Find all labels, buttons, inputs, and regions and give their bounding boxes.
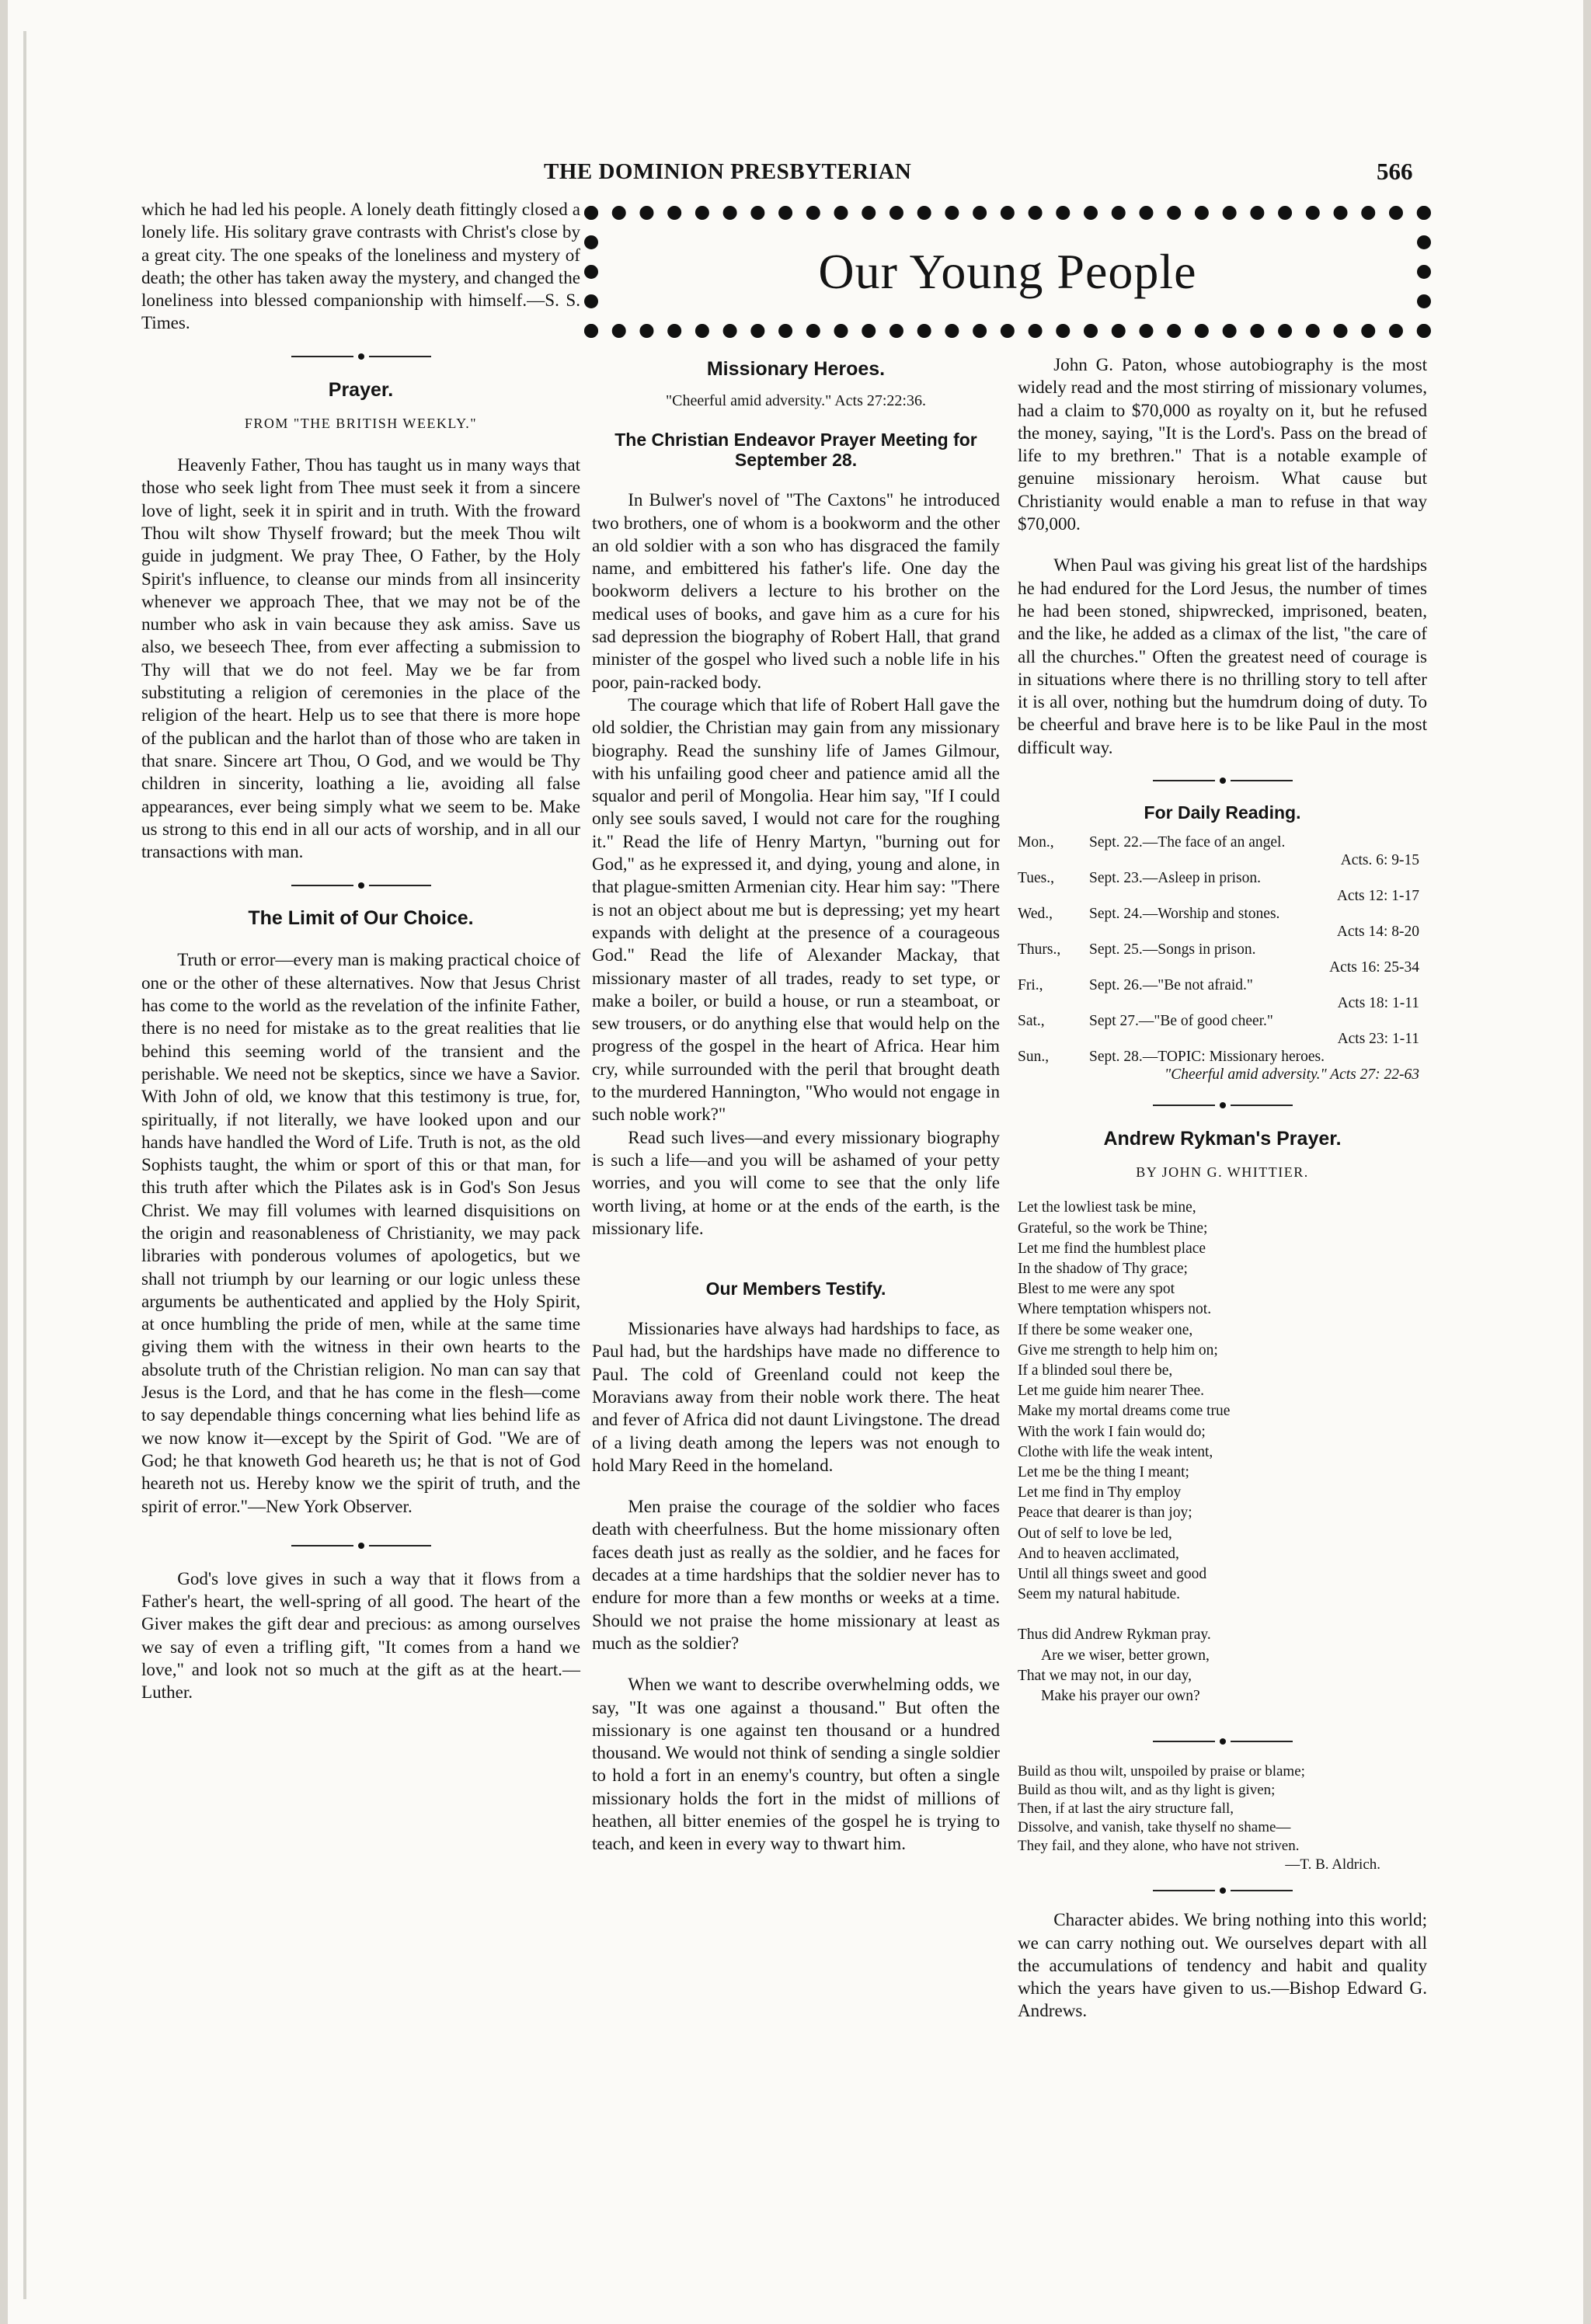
poem-line: Give me strength to help him on; (1018, 1341, 1218, 1359)
poem-line: Seem my natural habitude. (1018, 1586, 1181, 1603)
section-divider (141, 877, 580, 892)
reading-day: Thurs., (1018, 941, 1061, 958)
article-paragraph: When we want to describe overwhelming odds, we say, "It was one against a thousand." But often the missionary is one against ten thousand or a hundred thousand. We would not think of sending a single soldier to hold a fort in an enemy's country, but often a single missionary holds the fort in the midst of millions of heathen, all bitter enemies of the gospel he is trying to teach, and keen in every way to thwart him. (592, 1674, 1000, 1854)
luther-quote: God's love gives in such a way that it flows from a Father's heart, the well-spring of all good. The heart of the Giver makes the gift dear and precious: as among ourselves we say of even a trifling gift, "It comes from a hand we love," and look not so much at the gift as at the heart.—Luther. (141, 1567, 580, 1703)
poem-line: If a blinded soul there be, (1018, 1362, 1173, 1379)
poem-line: That we may not, in our day, (1018, 1667, 1192, 1684)
poem-line: Make his prayer our own? (1041, 1688, 1200, 1705)
section-divider (141, 349, 580, 364)
article-paragraph: Missionaries have always had hardships to face, as Paul had, but the hardships have made no difference to Paul. The cold of Greenland could not keep the Moravians away from their noble work there. The heat and fever of Africa did not daunt Livingstone. The dread of a living death among the lepers was not enough to hold Mary Reed in the homeland. (592, 1318, 1000, 1475)
members-testify-heading: Our Members Testify. (705, 1279, 886, 1299)
reading-entry (1018, 833, 1427, 869)
aldrich-verse (1018, 1762, 1427, 1874)
reading-entry (1018, 976, 1427, 1012)
reading-day: Sun., (1018, 1049, 1050, 1066)
section-divider (1018, 1882, 1427, 1898)
right-page-edge (1583, 0, 1591, 2324)
poem-line: And to heaven acclimated, (1018, 1545, 1179, 1562)
poem-line: In the shadow of Thy grace; (1018, 1260, 1188, 1277)
running-head: THE DOMINION PRESBYTERIAN (544, 159, 912, 184)
poem-line: Peace that dearer is than joy; (1018, 1505, 1192, 1522)
poem-line: Are we wiser, better grown, (1041, 1647, 1210, 1664)
closing-quote: Character abides. We bring nothing into this world; we can carry nothing out. We ourselves depart with all the accumulations of tendency and habit and quality which the years have given to us.—Bishop Edward G. Andrews. (1018, 1909, 1427, 2021)
poem-line: Let me be the thing I meant; (1018, 1463, 1189, 1480)
topic-motto: "Cheerful amid adversity." Acts 27:22:36. (666, 392, 926, 409)
reading-entry (1018, 1048, 1427, 1084)
scan-scratch-line (23, 31, 26, 2299)
reading-day: Wed., (1018, 906, 1053, 923)
reading-day: Sat., (1018, 1013, 1045, 1030)
poem-line: Thus did Andrew Rykman pray. (1018, 1626, 1211, 1644)
poem-line: Blest to me were any spot (1018, 1281, 1175, 1298)
poem-line: With the work I fain would do; (1018, 1423, 1206, 1440)
section-banner (584, 206, 1431, 338)
poem-byline: BY JOHN G. WHITTIER. (1136, 1164, 1309, 1181)
prayer-source: FROM "THE BRITISH WEEKLY." (244, 415, 478, 431)
poem-line: If there be some weaker one, (1018, 1321, 1193, 1338)
article-continuation: which he had led his people. A lonely death fittingly closed a lonely life. His solitary grave contrasts with Christ's close by a great city. The one speaks of the loneliness and mystery of death; the other has taken away the mystery, and changed the loneliness into blessed companionship with himself.—S. S. Times. (141, 199, 580, 333)
page-number: 566 (1377, 158, 1413, 185)
banner-title: Our Young People (818, 244, 1197, 299)
reading-text: Sept. 24.—Worship and stones. (1089, 906, 1280, 923)
column-1 (141, 198, 580, 1704)
missionary-heroes-heading: Missionary Heroes. (706, 358, 886, 380)
article-paragraph: When Paul was giving his great list of the hardships he had endured for the Lord Jesus, the number of times he had been stoned, shipwrecked, imprisoned, beaten, and the like, he added as a climax of the list, "the care of all the churches." Often the greatest need of courage is in situations where there is no thrilling story to tell after it is all over, nothing but the humdrum doing of duty. To be cheerful and brave here is to be like Paul in the most difficult way. (1018, 555, 1427, 757)
poem-body (1018, 1198, 1427, 1706)
poem-line: Make my mortal dreams come true (1018, 1403, 1231, 1420)
poem-line: Grateful, so the work be Thine; (1018, 1219, 1208, 1237)
poem-title: Andrew Rykman's Prayer. (1103, 1128, 1342, 1150)
prayer-text: Heavenly Father, Thou has taught us in many ways that those who seek light from Thee must seek it from a sincere love of light, seek it in spirit and in truth. With the froward Thou wilt show Thyself froward; but the meek Thou wilt guide in judgment. We pray Thee, O Father, by the Holy Spirit's influence, to cleanse our minds from all insincerity whenever we approach Thee, that we may not be of the number who ask in vain because they ask amiss. Save us also, we beseech Thee, from ever affecting a submission to Thy will that we do not feel. May we be far from substituting a religion of ceremonies in the place of the religion of the heart. Help us to see that there is more hope of the publican and the harlot than of those who are taken in that snare. Sincere art Thou, O God, and we would be Thy children in sincerity, loathing a lie, avoiding all false appearances, ever being simply what we seem to be. Make us strong to this end in all our acts of worship, and in all our transactions with man. (141, 454, 580, 862)
article-paragraph: In Bulwer's novel of "The Caxtons" he introduced two brothers, one of whom is a bookworm and the other an old soldier with a son who has disgraced the family name, and embittered his father's life. One day the bookworm delivers a lecture to his brother on the medical uses of books, and gave him as a cure for his sad depression the biography of Robert Hall, that grand minister of the gospel who lived such a noble life in his poor, pain-racked body. (592, 489, 1000, 692)
reading-entry (1018, 905, 1427, 941)
verse-line: They fail, and they alone, who have not striven. (1018, 1838, 1300, 1855)
reading-day: Fri., (1018, 977, 1043, 994)
poem-line: Until all things sweet and good (1018, 1566, 1207, 1582)
reading-text: Sept. 28.—TOPIC: Missionary heroes. (1089, 1049, 1325, 1066)
reading-reference: "Cheerful amid adversity." Acts 27: 22-63 (1165, 1066, 1419, 1084)
verse-line: Build as thou wilt, unspoiled by praise or blame; (1018, 1763, 1305, 1780)
reading-day: Mon., (1018, 834, 1054, 851)
left-page-edge (0, 0, 8, 2324)
reading-text: Sept 27.—"Be of good cheer." (1089, 1013, 1273, 1030)
reading-text: Sept. 25.—Songs in prison. (1089, 941, 1256, 958)
reading-day: Tues., (1018, 870, 1054, 887)
article-paragraph: John G. Paton, whose autobiography is the most widely read and the most stirring of missionary volumes, had a claim to $70,000 as royalty on it, but he refused the money, saying, "It is the Lord's. Pass on the bread of life to my brethren." That is a notable example of genuine missionary heroism. What cause but Christianity would enable a man to refuse in that way $70,000. (1018, 354, 1427, 534)
poem-line: Let the lowliest task be mine, (1018, 1199, 1196, 1216)
limit-of-choice-heading: The Limit of Our Choice. (248, 907, 474, 930)
poem-line: Out of self to love be led, (1018, 1525, 1172, 1542)
section-divider (1018, 1098, 1427, 1113)
article-paragraph: The courage which that life of Robert Hall gave the old soldier, the Christian may gain from any missionary biography. Read the sunshiny life of James Gilmour, with his unfailing good cheer and patience amid all the squalor and peril of Mongolia. Hear him say, "If I could only see souls saved, I would not care for the roughing it." Read the life of Henry Martyn, "burning out for God," as he expressed it, and dying, young and alone, in that plague-smitten Armenian city. Hear him say: "There is not an object about me but is depressing; yet my heart expands with delight at the presence of a courageous God." Read the life of Alexander Mackay, that missionary master of all trades, ready to set type, or make a boiler, or build a house, or run a steamboat, or sew trousers, or do anything else that would help on the progress of the gospel in the heart of Africa. Hear him cry, while surrounded with the peril that brought death to the murdered Hannington, "Who would not engage in such noble work?" (592, 694, 1000, 1125)
reading-text: Sept. 22.—The face of an angel. (1089, 834, 1286, 851)
prayer-heading: Prayer. (328, 378, 394, 401)
reading-text: Sept. 23.—Asleep in prison. (1089, 870, 1261, 887)
reading-text: Sept. 26.—"Be not afraid." (1089, 977, 1253, 994)
daily-reading-heading: For Daily Reading. (1144, 802, 1301, 823)
limit-of-choice-text: Truth or error—every man is making practical choice of one or the other of these alternatives. Now that Jesus Christ has come to the world as the revelation of the infinite Father, there is no need for mistake as to the great realities that lie behind this seeming world of the transient and the perishable. We need not be skeptics, since we have a Savior. With John of old, we know that this testimony is true, for, spiritually, if not literally, we have looked upon and our hands have handled the Word of Life. Truth is not, as the old Sophists taught, the whim or sport of this or that man, for this truth after which the Pilates ask is in God's Son Jesus Christ. We may fill volumes with learned disquisitions on the origin and reasonableness of Christianity, we may pack libraries with ponderous volumes of apologetics, but we shall not triumph by our learning or our logic unless these arguments be authenticated and applied by the Holy Spirit, at once humbling the pride of men, while at the same time giving them with the witness in their own hearts to the absolute truth of the Christian religion. No man can say that Jesus is the Lord, and that he has come in the flesh—come to say dependable things concerning what lies behind life as we now know it—except by the Spirit of God. "We are of God; he that knoweth God heareth us; he that is not of God heareth not us. Hereby know we the spirit of truth, and the spirit of error."—New York Observer. (141, 949, 580, 1516)
verse-line: Dissolve, and vanish, take thyself no shame— (1018, 1819, 1291, 1836)
reading-reference: Acts. 6: 9-15 (1340, 852, 1419, 869)
reading-reference: Acts 12: 1-17 (1336, 888, 1419, 905)
poem-line: Let me find in Thy employ (1018, 1484, 1182, 1501)
column-2 (592, 357, 1000, 1856)
column-3 (1018, 353, 1427, 2023)
reading-entry (1018, 869, 1427, 905)
reading-entry (1018, 941, 1427, 976)
verse-signature: —T. B. Aldrich. (1285, 1856, 1380, 1873)
reading-reference: Acts 18: 1-11 (1337, 995, 1419, 1012)
poem-line: Let me guide him nearer Thee. (1018, 1383, 1205, 1400)
prayer-meeting-subtitle: The Christian Endeavor Prayer Meeting for September 28. (614, 430, 977, 471)
article-paragraph: Men praise the courage of the soldier who faces death with cheerfulness. But the home missionary often faces death just as really as the soldier, and he faces for decades at a time hardships that the soldier never has to endure for more than a few months or weeks at a time. Should we not praise the home missionary at least as much as the soldier? (592, 1496, 1000, 1653)
section-divider (141, 1538, 580, 1553)
section-divider (1018, 1733, 1427, 1748)
poem-line: Let me find the humblest place (1018, 1240, 1206, 1257)
reading-entry (1018, 1012, 1427, 1048)
verse-line: Build as thou wilt, and as thy light is given; (1018, 1782, 1276, 1799)
poem-line: Clothe with life the weak intent, (1018, 1443, 1213, 1460)
article-paragraph: Read such lives—and every missionary biography is such a life—and you will be ashamed of your petty worries, and you will come to see that the only life worth living, at home or at the ends of the earth, is the missionary life. (592, 1126, 1000, 1238)
reading-reference: Acts 23: 1-11 (1337, 1031, 1419, 1048)
verse-line: Then, if at last the airy structure fall, (1018, 1800, 1234, 1818)
reading-reference: Acts 14: 8-20 (1336, 924, 1419, 941)
daily-readings-list (1018, 833, 1427, 1084)
poem-line: Where temptation whispers not. (1018, 1301, 1212, 1318)
section-divider (1018, 773, 1427, 788)
reading-reference: Acts 16: 25-34 (1329, 959, 1419, 976)
